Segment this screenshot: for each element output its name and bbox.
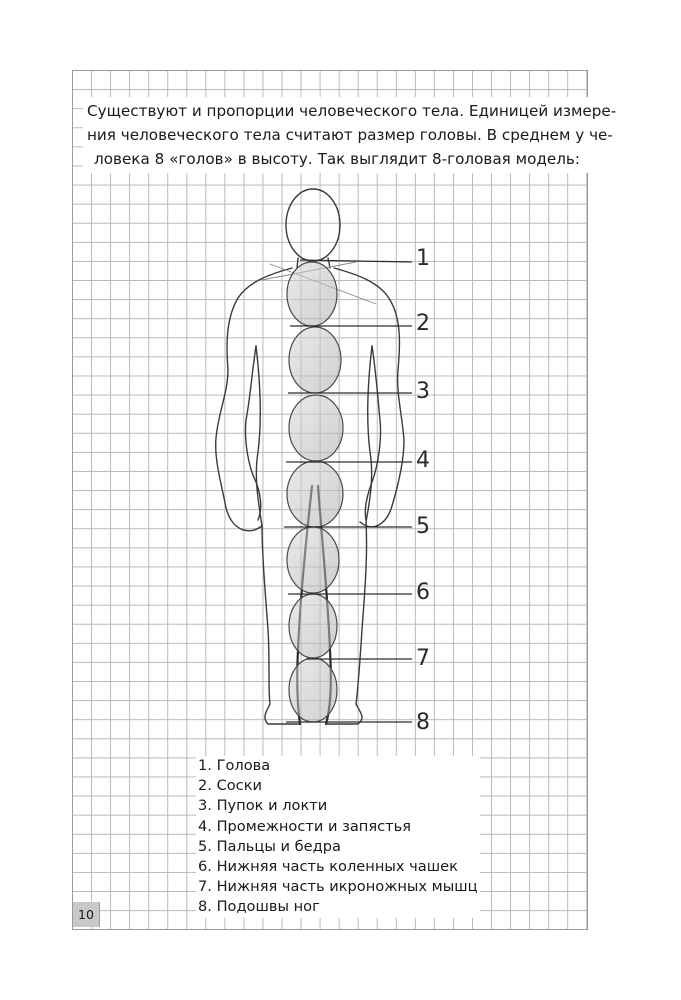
legend-item: 8. Подошвы ног	[196, 897, 480, 917]
left-torso-line	[256, 346, 262, 526]
unit-ellipse-8	[289, 658, 337, 722]
right-torso-line	[366, 346, 372, 522]
legend-item: 1. Голова	[196, 756, 480, 776]
head-outline	[286, 189, 340, 261]
intro-line-1: Существуют и пропорции человеческого тела. Единицей измере-	[87, 102, 617, 120]
right-arm-inner	[365, 346, 380, 520]
page-number: 10	[73, 902, 100, 927]
marker-7: 7	[416, 646, 430, 671]
legend-item: 2. Соски	[196, 776, 480, 796]
marker-5: 5	[416, 514, 430, 539]
right-arm-outline	[334, 268, 404, 527]
intro-line-2: ния человеческого тела считают размер головы. В среднем у че-	[87, 126, 613, 144]
legend-item: 7. Нижняя часть икроножных мышц	[196, 877, 480, 897]
unit-ellipse-4	[289, 395, 343, 461]
marker-3: 3	[416, 379, 430, 404]
marker-4: 4	[416, 448, 430, 473]
marker-6: 6	[416, 580, 430, 605]
proportion-legend	[196, 756, 480, 918]
legend-item: 5. Пальцы и бедра	[196, 837, 480, 857]
unit-ellipse-7	[289, 594, 337, 658]
unit-ellipse-3	[289, 327, 341, 393]
marker-2: 2	[416, 311, 430, 336]
marker-1: 1	[416, 246, 430, 271]
legend-item: 6. Нижняя часть коленных чашек	[196, 857, 480, 877]
legend-item: 4. Промежности и запястья	[196, 817, 480, 837]
unit-ellipse-2	[287, 262, 337, 326]
legend-item: 3. Пупок и локти	[196, 796, 480, 816]
marker-8: 8	[416, 710, 430, 735]
unit-ellipse-5	[287, 461, 343, 527]
unit-ellipse-6	[287, 527, 339, 593]
intro-line-3: ловека 8 «голов» в высоту. Так выглядит 8-головая модель:	[94, 150, 580, 168]
left-arm-outline	[216, 268, 292, 531]
